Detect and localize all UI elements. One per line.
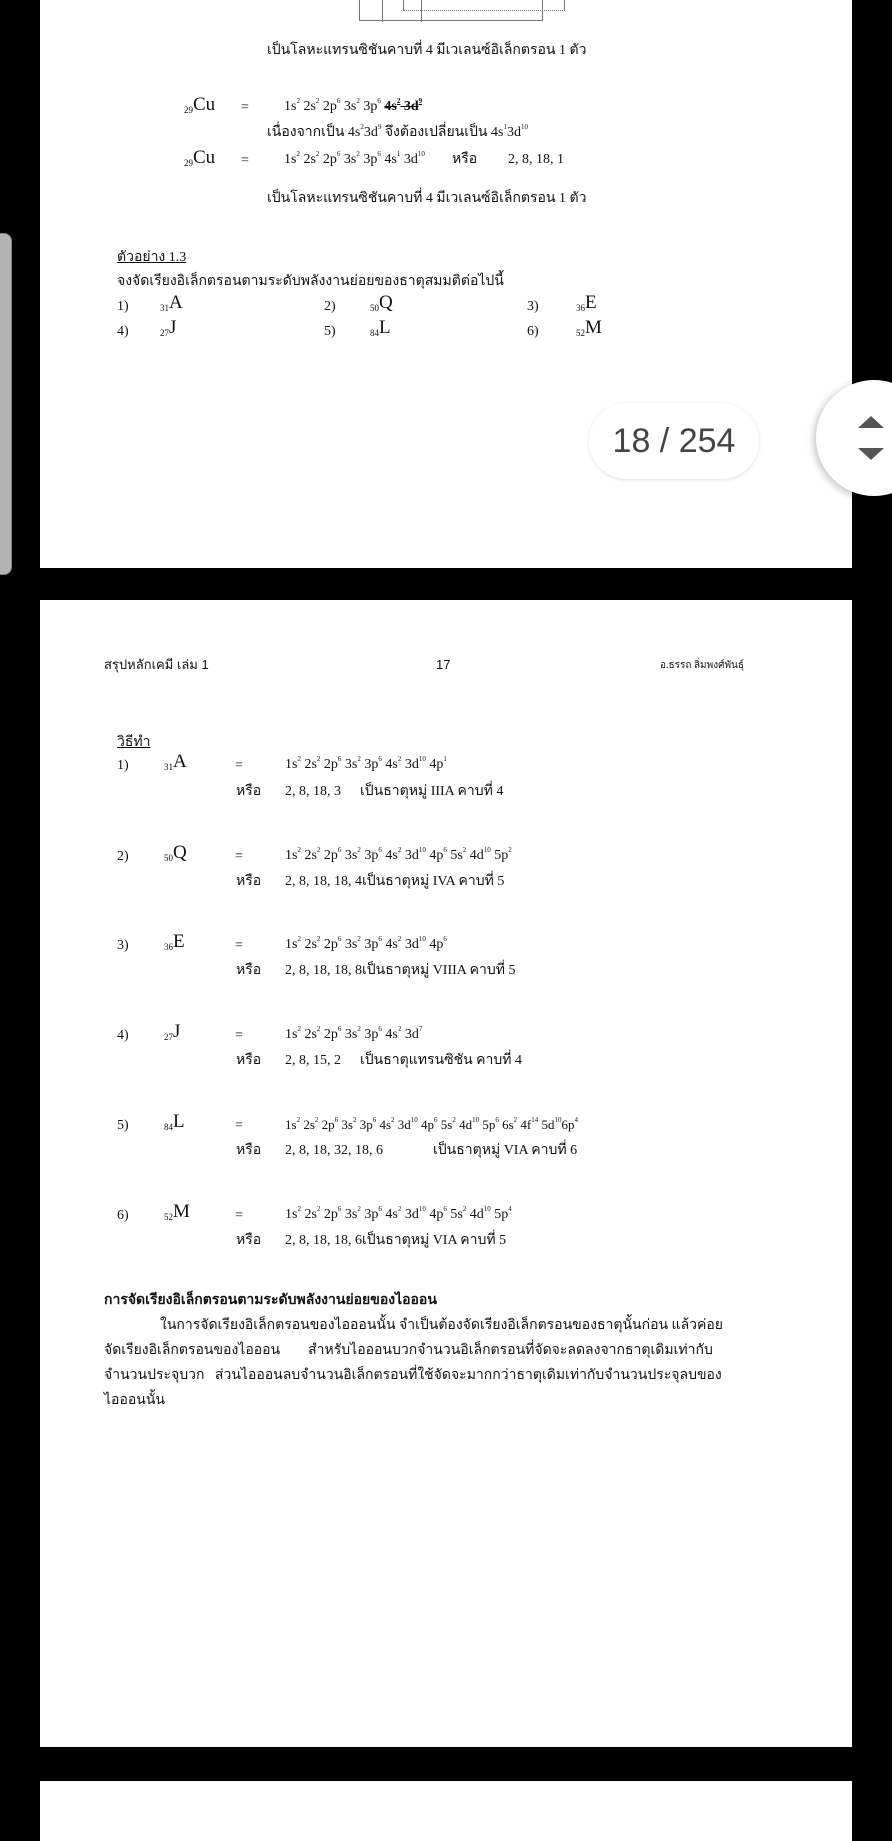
triangle-down-icon[interactable]	[858, 448, 884, 460]
electron-config: $1s^2$ $2s^2$ $2p^6$ $3s^2$ $3p^6$ $4s^2$ $3d^{10}$ $4p^6$ $5s^2$ $4d^{10}$ $5p^2$	[285, 846, 512, 863]
shell-config: 2, 8, 18, 1	[508, 152, 564, 167]
element-symbol: $_{36}$E	[576, 292, 597, 313]
group-period: เป็นธาตุแทรนซิชัน คาบที่ 4	[360, 1053, 522, 1068]
item-number: 6)	[527, 324, 539, 339]
element-symbol: $_{50}$Q	[370, 292, 393, 313]
item-number: 2)	[324, 299, 336, 314]
shell-config: 2, 8, 18, 32, 18, 6	[285, 1143, 383, 1158]
page-indicator	[589, 403, 759, 479]
equals-sign: =	[235, 1118, 243, 1133]
element-symbol: $_{29}$Cu	[184, 94, 216, 115]
electron-config: $1s^2$ $2s^2$ $2p^6$ $3s^2$ $3p^6$ $4s^2$ $3d^{10}$ $4p^6$ $5s^2$ $4d^{10}$ $5p^6$ $6s^2$ $4f^{14}$ $5d^{10}6p^4$	[285, 1116, 578, 1132]
transition-metal-note: เป็นโลหะแทรนซิชันคาบที่ 4 มีเวเลนซ์อิเล็กตรอน 1 ตัว	[267, 191, 587, 206]
item-number: 2)	[117, 849, 129, 864]
paragraph-line: ในการจัดเรียงอิเล็กตรอนของไอออนนั้น จำเป็นต้องจัดเรียงอิเล็กตรอนของธาตุนั้นก่อน แล้วค่อย	[160, 1318, 724, 1333]
element-symbol: $_{84}$L	[370, 317, 391, 338]
running-header-title: สรุปหลักเคมี เล่ม 1	[104, 657, 209, 672]
or-label: หรือ	[236, 963, 262, 978]
equals-sign: =	[241, 153, 249, 168]
group-period: เป็นธาตุหมู่ VIIIA คาบที่ 5	[362, 963, 516, 978]
scrollbar-thumb[interactable]	[0, 233, 12, 575]
or-label: หรือ	[452, 152, 478, 167]
electron-config: $1s^2$ $2s^2$ $2p^6$ $3s^2$ $3p^6$ $4s^2$ $3d^{10}$ $4p^6$ $5s^2$ $4d^{10}$ $5p^4$	[285, 1205, 512, 1222]
running-header-author: อ.ธรรถ ลิ่มพงศ์พันธุ์	[660, 660, 744, 671]
element-symbol: $_{27}$J	[160, 317, 177, 338]
item-number: 4)	[117, 1028, 129, 1043]
or-label: หรือ	[236, 874, 262, 889]
element-symbol: $_{31}$A	[160, 292, 183, 313]
page-number: 17	[436, 657, 451, 672]
or-label: หรือ	[236, 1053, 262, 1068]
paragraph-line: จำนวนประจุบวก ส่วนไอออนลบจำนวนอิเล็กตรอนที่ใช้จัดจะมากกว่าธาตุเดิมเท่ากับจำนวนประจุลบของ	[104, 1368, 722, 1383]
or-label: หรือ	[236, 1143, 262, 1158]
element-symbol: $_{84}$L	[164, 1111, 185, 1132]
item-number: 1)	[117, 758, 129, 773]
triangle-up-icon[interactable]	[858, 416, 884, 428]
item-number: 3)	[527, 299, 539, 314]
element-symbol: $_{36}$E	[164, 931, 185, 952]
equals-sign: =	[235, 849, 243, 864]
electron-config: $1s^2$ $2s^2$ $2p^6$ $3s^2$ $3p^6$ $4s^2$ $3d^{10}$ $4p^6$	[285, 935, 447, 952]
solution-title: วิธีทำ	[117, 735, 151, 750]
element-symbol: $_{52}$M	[164, 1201, 190, 1222]
shell-config: 2, 8, 18, 3	[285, 784, 341, 799]
element-symbol: $_{31}$A	[164, 751, 187, 772]
electron-config: $1s^2$ $2s^2$ $2p^6$ $3s^2$ $3p^6$ $4s^1$ $3d^{10}$	[284, 150, 425, 167]
pdf-page-20	[40, 1781, 852, 1841]
table-dotted-box	[403, 0, 565, 11]
or-label: หรือ	[236, 784, 262, 799]
example-prompt: จงจัดเรียงอิเล็กตรอนตามระดับพลังงานย่อยของธาตุสมมติต่อไปนี้	[117, 274, 504, 289]
element-symbol: $_{29}$Cu	[184, 147, 216, 168]
section-heading: การจัดเรียงอิเล็กตรอนตามระดับพลังงานย่อยของไอออน	[104, 1293, 437, 1308]
item-number: 1)	[117, 299, 129, 314]
equals-sign: =	[241, 100, 249, 115]
item-number: 6)	[117, 1208, 129, 1223]
item-number: 4)	[117, 324, 129, 339]
shell-config: 2, 8, 15, 2	[285, 1053, 341, 1068]
element-symbol: $_{50}$Q	[164, 842, 187, 863]
electron-config: $1s^2$ $2s^2$ $2p^6$ $3s^2$ $3p^6$ $4s^2$ $3d^7$	[285, 1025, 423, 1042]
equals-sign: =	[235, 1028, 243, 1043]
pdf-page-19	[40, 600, 852, 1747]
group-period: เป็นธาตุหมู่ VIA คาบที่ 6	[433, 1143, 578, 1158]
or-label: หรือ	[236, 1233, 262, 1248]
equals-sign: =	[235, 758, 243, 773]
group-period: เป็นธาตุหมู่ VIA คาบที่ 5	[362, 1233, 507, 1248]
element-symbol: $_{27}$J	[164, 1021, 181, 1042]
shell-config: 2, 8, 18, 18, 4	[285, 874, 362, 889]
example-title: ตัวอย่าง 1.3	[117, 250, 187, 265]
group-period: เป็นธาตุหมู่ IIIA คาบที่ 4	[360, 784, 504, 799]
equals-sign: =	[235, 938, 243, 953]
group-period: เป็นธาตุหมู่ IVA คาบที่ 5	[362, 874, 505, 889]
item-number: 5)	[324, 324, 336, 339]
shell-config: 2, 8, 18, 18, 6	[285, 1233, 362, 1248]
item-number: 5)	[117, 1118, 129, 1133]
equals-sign: =	[235, 1208, 243, 1223]
table-divider	[382, 0, 383, 22]
config-note: เนื่องจากเป็น $4s^23d^9$ จึงต้องเปลี่ยนเป็น $4s^13d^{10}$	[267, 123, 528, 140]
electron-config: $1s^2$ $2s^2$ $2p^6$ $3s^2$ $3p^6$ $4s^2$ $3d^9$	[284, 97, 423, 114]
item-number: 3)	[117, 938, 129, 953]
electron-config: $1s^2$ $2s^2$ $2p^6$ $3s^2$ $3p^6$ $4s^2$ $3d^{10}$ $4p^1$	[285, 755, 447, 772]
transition-metal-note: เป็นโลหะแทรนซิชันคาบที่ 4 มีเวเลนซ์อิเล็กตรอน 1 ตัว	[267, 43, 587, 58]
page-indicator-text: 18 / 254	[612, 421, 736, 460]
paragraph-line: ไอออนนั้น	[104, 1393, 165, 1408]
shell-config: 2, 8, 18, 18, 8	[285, 963, 362, 978]
element-symbol: $_{52}$M	[576, 317, 602, 338]
pdf-page-18	[40, 0, 852, 568]
paragraph-line: จัดเรียงอิเล็กตรอนของไอออน สำหรับไอออนบวกจำนวนอิเล็กตรอนที่จัดจะลดลงจากธาตุเดิมเท่ากับ	[104, 1343, 713, 1358]
